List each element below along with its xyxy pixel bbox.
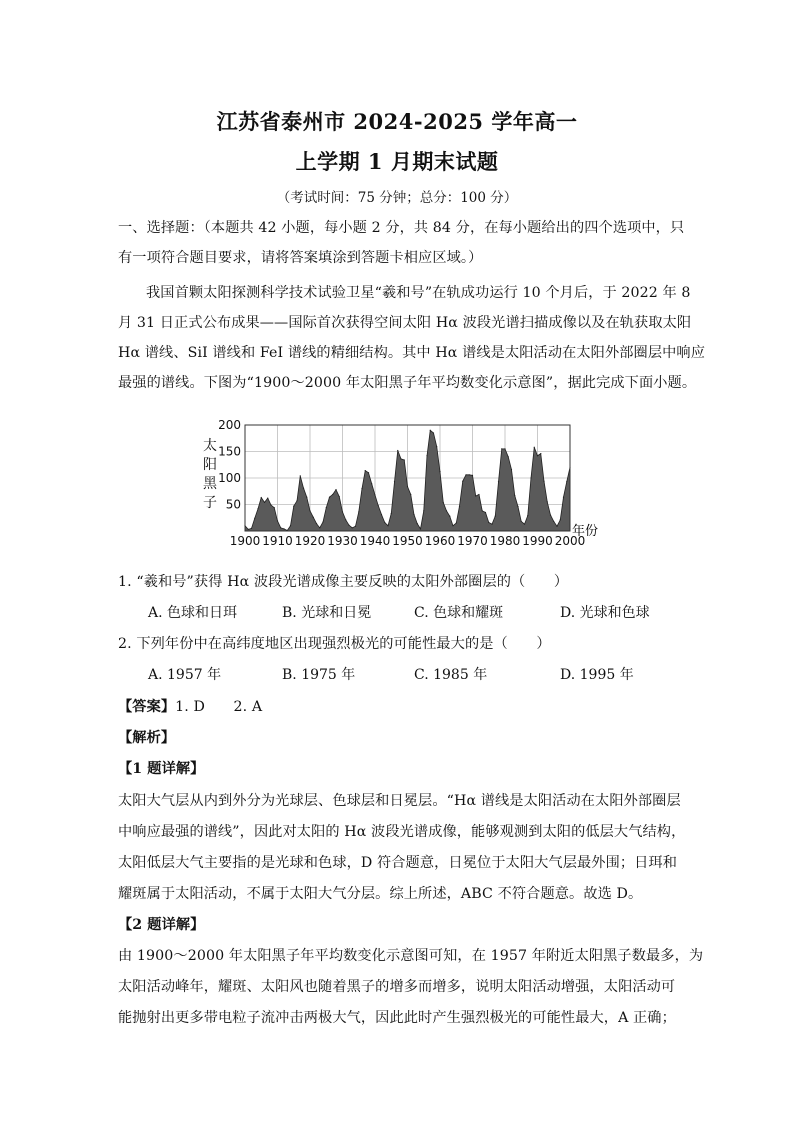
data-point-1991 <box>540 453 541 454</box>
data-point-1973 <box>482 510 483 511</box>
data-point-1980 <box>504 448 505 449</box>
data-point-1978 <box>498 481 499 482</box>
q1-explanation-line3: 太阳低层大气主要指的是光球和色球，D 符合题意，日冕位于太阳大气层最外围；日珥和 <box>118 855 678 871</box>
passage-line4: 最强的谱线。下图为“1900～2000 年太阳黑子年平均数变化示意图”，据此完成下面小题。 <box>118 375 697 391</box>
data-point-1967 <box>462 481 463 482</box>
data-point-1910 <box>277 520 278 521</box>
page-subtitle: 上学期 1 月期末试题 <box>295 149 499 174</box>
data-point-1949 <box>404 459 405 460</box>
x-tick-label-1910: 1910 <box>262 534 293 548</box>
data-point-1969 <box>469 474 470 475</box>
data-point-1987 <box>527 515 528 516</box>
answer-label: 【答案】 <box>118 699 176 715</box>
data-point-1932 <box>348 525 349 526</box>
x-tick-label-1960: 1960 <box>424 534 456 548</box>
data-point-1983 <box>514 495 515 496</box>
data-point-1951 <box>410 494 411 495</box>
exam-info: （考试时间：75 分钟；总分：100 分） <box>276 190 518 206</box>
data-point-1942 <box>381 514 382 515</box>
x-tick-label-1990: 1990 <box>522 534 553 548</box>
data-point-1946 <box>394 481 395 482</box>
data-point-1907 <box>267 498 268 499</box>
y-axis-label-char: 阳 <box>203 457 217 473</box>
data-point-1901 <box>248 529 249 530</box>
data-point-1976 <box>491 524 492 525</box>
data-point-1990 <box>537 455 538 456</box>
data-point-1902 <box>251 528 252 529</box>
data-point-1924 <box>322 521 323 522</box>
data-point-1985 <box>521 521 522 522</box>
y-tick-label-50: 50 <box>225 497 241 512</box>
data-point-1994 <box>550 515 551 516</box>
data-point-1974 <box>485 512 486 513</box>
data-point-1981 <box>508 456 509 457</box>
data-point-1945 <box>391 513 392 514</box>
question-1-stem: 1. “羲和号”获得 Hα 波段光谱成像主要反映的太阳外部圈层的（ ） <box>118 574 569 590</box>
data-point-1964 <box>452 525 453 526</box>
data-point-1975 <box>488 522 489 523</box>
data-point-1944 <box>387 525 388 526</box>
y-tick-label-150: 150 <box>218 444 241 459</box>
data-point-1966 <box>459 505 460 506</box>
data-point-1988 <box>530 477 531 478</box>
data-point-1953 <box>417 523 418 524</box>
x-tick-label-1930: 1930 <box>327 534 358 548</box>
data-point-1940 <box>374 494 375 495</box>
q1-explanation-label: 【1 题详解】 <box>118 761 205 777</box>
data-point-1919 <box>306 496 307 497</box>
answer-text: 1. D 2. A <box>175 699 263 715</box>
y-axis-label-char: 子 <box>203 495 217 511</box>
data-point-1935 <box>358 511 359 512</box>
data-point-1903 <box>254 518 255 519</box>
data-point-1938 <box>368 472 369 473</box>
q1-explanation-line1: 太阳大气层从内到外分为光球层、色球层和日冕层。“Hα 谱线是太阳活动在太阳外部圈层 <box>118 793 681 809</box>
data-point-1941 <box>378 505 379 506</box>
data-point-1948 <box>400 458 401 459</box>
data-point-1999 <box>566 481 567 482</box>
data-point-1934 <box>355 526 356 527</box>
data-point-1920 <box>309 510 310 511</box>
data-point-1928 <box>335 489 336 490</box>
y-axis-label <box>203 437 218 511</box>
y-tick-label-100: 100 <box>218 471 241 485</box>
x-tick-labels <box>230 534 586 548</box>
data-point-1965 <box>456 522 457 523</box>
data-point-1992 <box>543 481 544 482</box>
question-2-option-b: B. 1975 年 <box>282 667 356 683</box>
question-2-option-d: D. 1995 年 <box>560 667 634 683</box>
sunspot-chart <box>200 414 610 550</box>
question-2-stem: 2. 下列年份中在高纬度地区出现强烈极光的可能性最大的是（ ） <box>118 636 551 652</box>
data-point-1918 <box>303 487 304 488</box>
question-1-option-d: D. 光球和色球 <box>560 605 650 621</box>
data-point-1986 <box>524 524 525 525</box>
analysis-label: 【解析】 <box>118 730 176 746</box>
data-point-1954 <box>420 528 421 529</box>
passage-line3: Hα 谱线、SiⅠ 谱线和 FeⅠ 谱线的精细结构。其中 Hα 谱线是太阳活动在太阳外部圈层中响应 <box>118 345 705 361</box>
data-point-1922 <box>316 523 317 524</box>
page-title: 江苏省泰州市 2024-2025 学年高一 <box>216 109 578 134</box>
data-point-1906 <box>264 502 265 503</box>
passage-line1: 我国首颗太阳探测科学技术试验卫星“羲和号”在轨成功运行 10 个月后，于 2022 年 8 <box>146 285 691 301</box>
data-point-1958 <box>433 432 434 433</box>
data-point-1917 <box>300 475 301 476</box>
x-tick-label-1950: 1950 <box>392 534 423 548</box>
data-point-1998 <box>563 496 564 497</box>
x-tick-label-1980: 1980 <box>489 534 521 548</box>
x-tick-label-2000: 2000 <box>554 534 586 548</box>
passage-line2: 月 31 日正式公布成果——国际首次获得空间太阳 Hα 波段光谱扫描成像以及在轨获取太阳 <box>118 315 692 331</box>
x-tick-label-1900: 1900 <box>229 534 261 548</box>
data-point-1971 <box>475 495 476 496</box>
data-point-1970 <box>472 475 473 476</box>
y-axis-label-char: 黑 <box>203 476 217 492</box>
data-point-1915 <box>293 505 294 506</box>
data-point-1923 <box>319 527 320 528</box>
data-point-1943 <box>384 522 385 523</box>
data-point-1993 <box>547 501 548 502</box>
data-point-1959 <box>436 446 437 447</box>
question-1-option-c: C. 色球和耀斑 <box>414 605 504 621</box>
data-point-1995 <box>553 521 554 522</box>
data-point-1989 <box>534 447 535 448</box>
data-point-1929 <box>339 496 340 497</box>
data-point-1904 <box>257 508 258 509</box>
data-point-1925 <box>326 507 327 508</box>
data-point-1972 <box>478 494 479 495</box>
data-point-1979 <box>501 448 502 449</box>
data-point-1960 <box>439 471 440 472</box>
q1-explanation-line4: 耀斑属于太阳活动，不属于太阳大气分层。综上所述，ABC 不符合题意。故选 D。 <box>118 886 643 902</box>
data-point-1908 <box>270 504 271 505</box>
question-1-option-b: B. 光球和日冕 <box>282 605 372 621</box>
x-tick-label-1970: 1970 <box>457 534 488 548</box>
data-point-1947 <box>397 450 398 451</box>
y-axis-label-char: 太 <box>203 438 217 454</box>
question-1-option-a: A. 色球和日珥 <box>148 605 238 621</box>
q1-explanation-line2: 中响应最强的谱线”，因此对太阳的 Hα 波段光谱成像，能够观测到太阳的低层大气结构， <box>118 824 686 840</box>
data-point-1921 <box>313 517 314 518</box>
data-point-1968 <box>465 474 466 475</box>
data-point-1912 <box>283 528 284 529</box>
data-point-1936 <box>361 488 362 489</box>
x-tick-label-1940: 1940 <box>359 534 391 548</box>
data-point-1911 <box>280 527 281 528</box>
data-point-1996 <box>556 526 557 527</box>
data-point-1930 <box>342 511 343 512</box>
data-point-1937 <box>365 470 366 471</box>
y-tick-label-200: 200 <box>218 418 241 432</box>
data-point-1909 <box>274 507 275 508</box>
q2-explanation-line2: 太阳活动峰年，耀斑、太阳风也随着黑子的增多而增多，说明太阳活动增强，太阳活动可 <box>118 979 676 995</box>
section-intro-line1: 一、选择题：（本题共 42 小题，每小题 2 分，共 84 分，在每小题给出的四个选项中，只 <box>118 220 685 236</box>
data-point-1961 <box>443 502 444 503</box>
data-point-1984 <box>517 506 518 507</box>
section-intro-line2: 有一项符合题目要求，请将答案填涂到答题卡相应区域。） <box>118 250 483 266</box>
x-tick-label-1920: 1920 <box>294 534 326 548</box>
data-point-1914 <box>290 525 291 526</box>
q2-explanation-line3: 能抛射出更多带电粒子流冲击两极大气，因此此时产生强烈极光的可能性最大，A 正确； <box>118 1010 676 1026</box>
data-point-1956 <box>426 455 427 456</box>
data-point-1905 <box>261 497 262 498</box>
data-point-1931 <box>345 519 346 520</box>
q2-explanation-line1: 由 1900～2000 年太阳黑子年平均数变化示意图可知，在 1957 年附近太阳黑子数最多，为 <box>118 948 704 964</box>
data-point-1977 <box>495 516 496 517</box>
data-point-1982 <box>511 469 512 470</box>
answer-row <box>118 696 262 716</box>
q2-explanation-label: 【2 题详解】 <box>118 917 205 933</box>
y-tick-labels <box>218 418 241 512</box>
data-point-1952 <box>413 514 414 515</box>
data-point-1963 <box>449 516 450 517</box>
question-2-option-c: C. 1985 年 <box>414 667 488 683</box>
x-axis-label: 年份 <box>572 524 599 539</box>
data-point-1927 <box>332 494 333 495</box>
data-point-1962 <box>446 510 447 511</box>
data-point-1950 <box>407 486 408 487</box>
data-point-1997 <box>560 519 561 520</box>
data-point-1939 <box>371 483 372 484</box>
data-point-1926 <box>329 496 330 497</box>
question-2-option-a: A. 1957 年 <box>148 667 222 683</box>
data-point-1957 <box>430 430 431 431</box>
data-point-1955 <box>423 510 424 511</box>
data-point-1916 <box>296 500 297 501</box>
data-point-1933 <box>352 527 353 528</box>
